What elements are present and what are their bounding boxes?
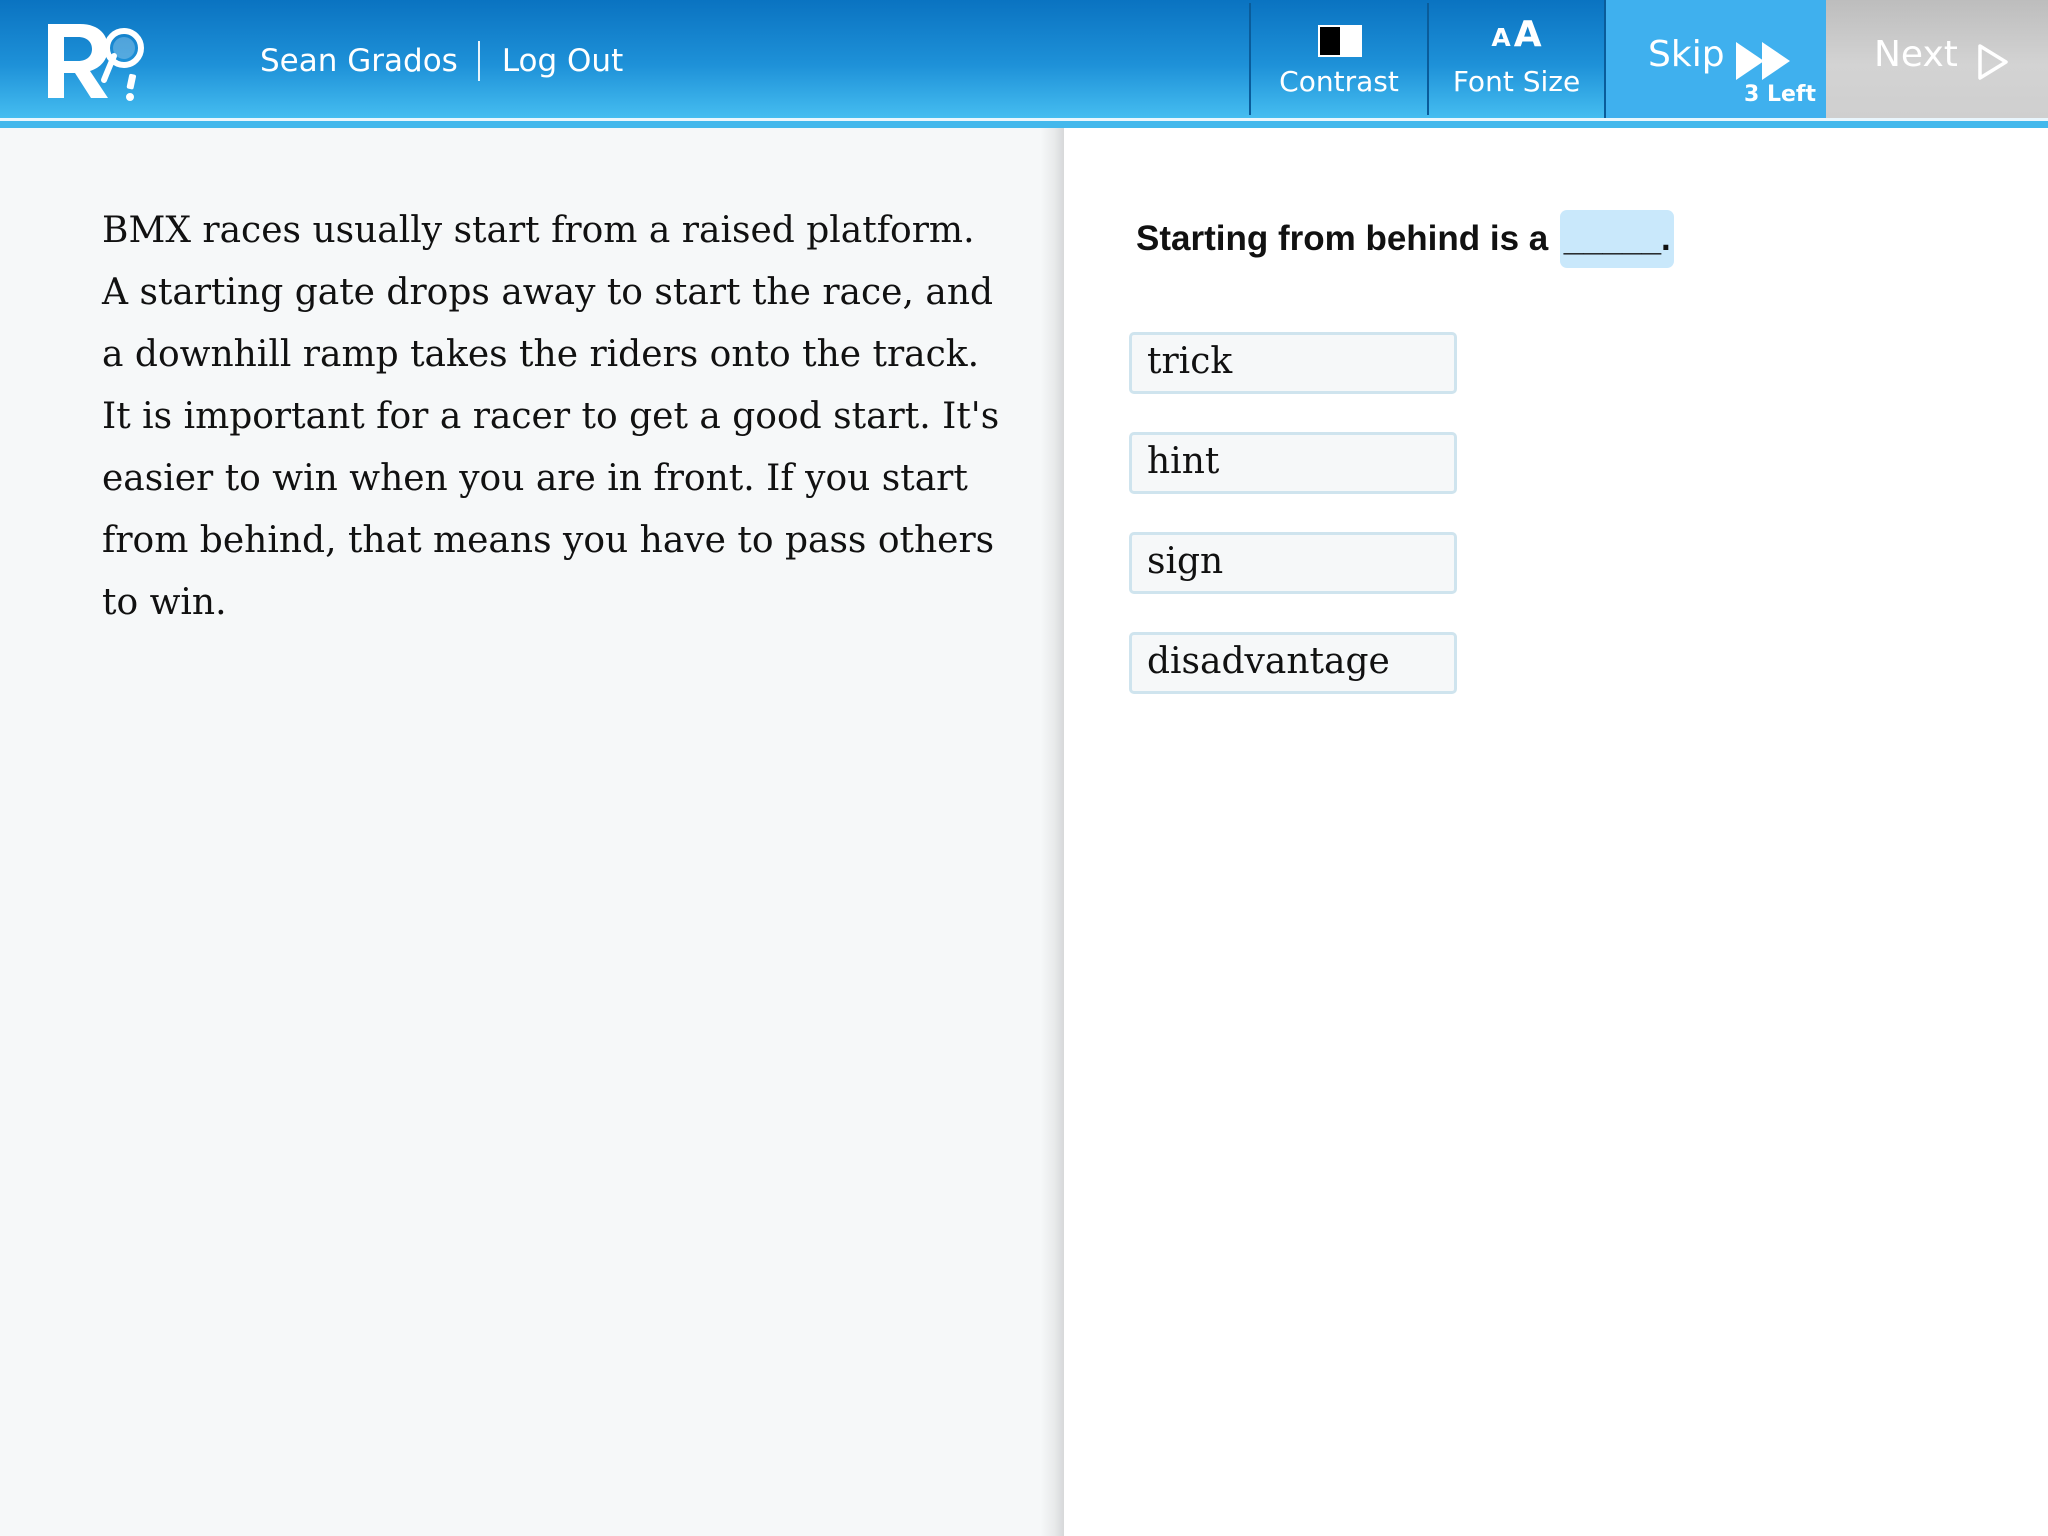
answer-options <box>1129 332 1457 732</box>
answer-option-hint[interactable] <box>1129 432 1457 494</box>
top-toolbar <box>0 0 2048 118</box>
contrast-label: Contrast <box>1279 65 1399 98</box>
contrast-icon <box>1318 25 1362 57</box>
passage-panel <box>0 128 1064 1536</box>
font-size-big-a: A <box>1513 14 1542 55</box>
answer-option-disadvantage[interactable] <box>1129 632 1457 694</box>
question-prompt <box>1136 210 1674 268</box>
answer-blank[interactable] <box>1560 210 1674 268</box>
skip-label: Skip <box>1648 34 1725 75</box>
font-size-icon <box>1429 14 1604 55</box>
question-panel <box>1064 128 2048 1536</box>
next-button[interactable] <box>1826 0 2048 118</box>
answer-option-trick[interactable] <box>1129 332 1457 394</box>
skip-button[interactable] <box>1604 0 1826 118</box>
logout-link[interactable]: Log Out <box>501 43 624 79</box>
panel-divider-shadow <box>1040 128 1064 1536</box>
font-size-button[interactable] <box>1427 3 1604 115</box>
answer-option-label: disadvantage <box>1147 641 1390 682</box>
user-name: Sean Grados <box>260 43 458 79</box>
font-size-small-a: A <box>1491 23 1511 52</box>
reading-magnifier-logo-icon <box>44 18 154 104</box>
answer-option-sign[interactable] <box>1129 532 1457 594</box>
passage-text: BMX races usually start from a raised platform. A starting gate drops away to start the race, and a downhill ramp takes the riders onto the track. It is important for a racer to get a good start. It's easier to win when you are in front. If you start from behind, that means you have to pass others to win. <box>102 210 1000 623</box>
answer-option-label: sign <box>1147 541 1224 582</box>
answer-blank-text: _____. <box>1563 219 1671 258</box>
user-nav <box>260 36 623 86</box>
skips-remaining: 3 Left <box>1744 82 1816 107</box>
fast-forward-icon <box>1736 42 1792 80</box>
font-size-label: Font Size <box>1452 65 1581 98</box>
contrast-button[interactable] <box>1249 3 1427 115</box>
play-arrow-icon <box>1978 44 2008 80</box>
answer-option-label: hint <box>1147 441 1220 482</box>
answer-option-label: trick <box>1147 341 1233 382</box>
next-label: Next <box>1874 34 1958 75</box>
question-text: Starting from behind is a <box>1136 219 1549 258</box>
header-divider <box>0 118 2048 128</box>
